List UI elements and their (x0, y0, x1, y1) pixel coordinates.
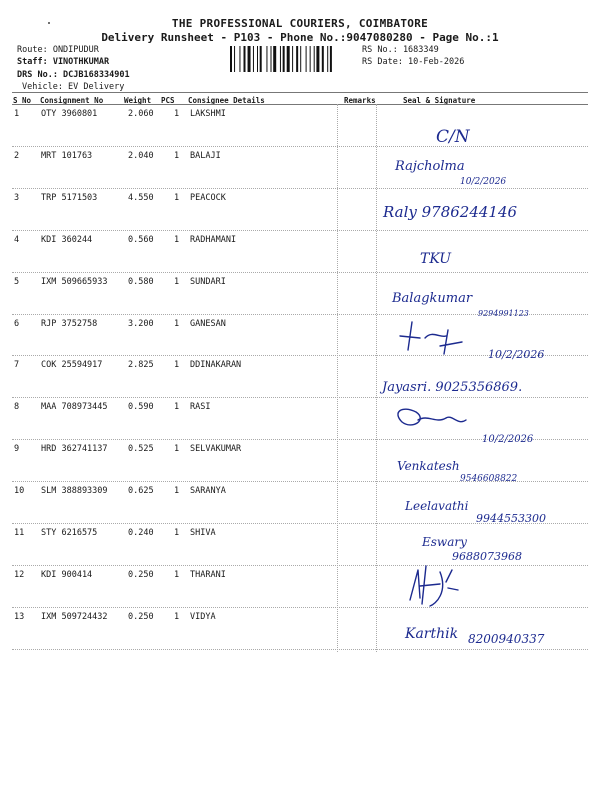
row-weight: 0.250 (128, 569, 154, 580)
row-sno: 11 (14, 528, 25, 538)
header-bottom-rule (12, 104, 588, 105)
row-pcs: 1 (174, 192, 180, 203)
row-consignment-no: KDI 360244 (41, 234, 93, 245)
row-consignment-no: HRD 362741137 (41, 444, 108, 455)
row-divider (12, 439, 588, 440)
col-pcs: PCS (161, 96, 175, 105)
row-sno: 13 (14, 611, 25, 622)
col-seal-signature: Seal & Signature (403, 96, 476, 105)
row-consignee: GANESAN (190, 318, 226, 329)
barcode-bar (257, 46, 258, 72)
row-divider (12, 188, 588, 189)
row-consignee: PEACOCK (190, 192, 226, 203)
barcode-bar (296, 46, 298, 72)
header-top-rule (12, 92, 588, 93)
barcode-bar (322, 46, 324, 72)
barcode-bar (280, 46, 281, 72)
row-divider (12, 355, 588, 356)
signature-row1: C/N (436, 127, 470, 147)
row-consignment-no: COK 25594917 (41, 360, 103, 371)
company-title: THE PROFESSIONAL COURIERS, COIMBATORE (171, 17, 429, 30)
row-divider (12, 649, 588, 650)
drs-number: DRS No.: DCJB168334901 (17, 70, 130, 80)
row-consignment-no: SLM 388893309 (41, 486, 108, 497)
row-consignment-no: STY 6216575 (41, 528, 98, 538)
signature-row9-phone: 9546608822 (460, 474, 518, 484)
row-consignee: RADHAMANI (190, 234, 237, 245)
row-pcs: 1 (174, 109, 180, 119)
barcode-bar (248, 46, 251, 72)
row-divider (12, 146, 588, 147)
signature-row2-date: 10/2/2026 (460, 177, 507, 187)
signature-row6-scribble (400, 322, 462, 354)
row-weight: 0.250 (128, 611, 154, 622)
row-pcs: 1 (174, 150, 180, 161)
barcode-bar (234, 46, 235, 72)
row-weight: 0.525 (128, 444, 154, 455)
signature-row13: Karthik (405, 626, 459, 642)
row-divider (12, 272, 588, 273)
row-consignee: SUNDARI (190, 276, 226, 287)
col-sno: S No (13, 96, 32, 105)
row-weight: 3.200 (128, 318, 154, 329)
row-pcs: 1 (174, 611, 180, 622)
row-pcs: 1 (174, 234, 180, 245)
row-divider (12, 607, 588, 608)
barcode-bar (239, 46, 240, 72)
row-consignee: RASI (190, 402, 211, 413)
row-consignment-no: OTY 3960801 (41, 109, 98, 119)
barcode-bar (306, 46, 307, 72)
row-sno: 6 (14, 318, 20, 329)
signature-row2: Rajcholma (395, 159, 465, 174)
row-sno: 8 (14, 402, 20, 413)
signature-row8-date: 10/2/2026 (482, 434, 534, 445)
barcode-bar (330, 46, 332, 72)
row-pcs: 1 (174, 486, 180, 497)
barcode-bar (287, 46, 290, 72)
barcode-bar (283, 46, 285, 72)
barcode-bar (316, 46, 319, 72)
barcode-bar (260, 46, 262, 72)
barcode-bar (230, 46, 232, 72)
barcode-image (230, 46, 358, 72)
barcode-bar (327, 46, 328, 72)
row-consignment-no: MRT 101763 (41, 150, 93, 161)
row-weight: 0.240 (128, 528, 154, 538)
row-consignment-no: TRP 5171503 (41, 192, 98, 203)
signature-row7: Jayasri. 9025356869. (382, 380, 523, 395)
row-sno: 12 (14, 569, 25, 580)
barcode-bar (244, 46, 246, 72)
barcode-bars (230, 46, 358, 72)
runsheet-subtitle: Delivery Runsheet - P103 - Phone No.:9047080280 - Page No.:1 (101, 31, 499, 44)
row-consignee: SELVAKUMAR (190, 444, 242, 455)
signature-row13-phone: 8200940337 (468, 632, 545, 646)
barcode-bar (271, 46, 272, 72)
row-weight: 2.060 (128, 109, 154, 119)
row-consignment-no: RJP 3752758 (41, 318, 98, 329)
row-pcs: 1 (174, 318, 180, 329)
col-remarks: Remarks (344, 96, 376, 105)
row-sno: 7 (14, 360, 20, 371)
row-consignee: THARANI (190, 569, 226, 580)
row-weight: 0.625 (128, 486, 154, 497)
remarks-divider (337, 104, 338, 652)
col-weight: Weight (124, 96, 152, 105)
row-divider (12, 314, 588, 315)
row-divider (12, 565, 588, 566)
row-divider (12, 397, 588, 398)
row-consignee: DDINAKARAN (190, 360, 242, 371)
barcode-bar (300, 46, 301, 72)
row-consignee: LAKSHMI (190, 109, 226, 119)
vehicle-label: Vehicle: EV Delivery (22, 82, 125, 92)
row-sno: 9 (14, 444, 20, 455)
row-divider (12, 230, 588, 231)
signature-row9: Venkatesh (397, 459, 460, 473)
signature-row12-scribble (410, 566, 458, 606)
signature-row10: Leelavathi (405, 499, 469, 513)
row-weight: 2.825 (128, 360, 154, 371)
row-consignment-no: MAA 708973445 (41, 402, 108, 413)
row-pcs: 1 (174, 444, 180, 455)
signature-row5-phone: 9294991123 (478, 309, 529, 318)
row-pcs: 1 (174, 528, 180, 538)
row-weight: 2.040 (128, 150, 154, 161)
row-consignee: BALAJI (190, 150, 221, 161)
barcode-bar (253, 46, 254, 72)
rs-date: RS Date: 10-Feb-2026 (362, 57, 465, 67)
col-consignment: Consignment No (40, 96, 104, 105)
row-pcs: 1 (174, 360, 180, 371)
signature-divider (376, 104, 377, 652)
row-weight: 0.580 (128, 276, 154, 287)
row-sno: 1 (14, 109, 20, 119)
row-consignee: VIDYA (190, 611, 216, 622)
signature-row4: TKU (420, 251, 452, 267)
row-consignee: SHIVA (190, 528, 216, 538)
signature-row8-scribble (398, 409, 466, 425)
col-consignee: Consignee Details (188, 96, 265, 105)
row-sno: 3 (14, 192, 20, 203)
row-divider (12, 523, 588, 524)
barcode-bar (310, 46, 311, 72)
row-weight: 4.550 (128, 192, 154, 203)
barcode-bar (266, 46, 267, 72)
row-weight: 0.560 (128, 234, 154, 245)
signature-row11: Eswary (422, 535, 467, 549)
route-label: Route: ONDIPUDUR (17, 45, 99, 55)
row-consignee: SARANYA (190, 486, 226, 497)
signature-row10-phone: 9944553300 (476, 512, 546, 525)
row-pcs: 1 (174, 402, 180, 413)
row-sno: 10 (14, 486, 25, 497)
signature-row11-phone: 9688073968 (452, 550, 522, 563)
row-sno: 5 (14, 276, 20, 287)
row-consignment-no: IXM 509724432 (41, 611, 108, 622)
row-sno: 4 (14, 234, 20, 245)
row-pcs: 1 (174, 276, 180, 287)
row-consignment-no: IXM 509665933 (41, 276, 108, 287)
barcode-bar (292, 46, 293, 72)
row-sno: 2 (14, 150, 20, 161)
staff-label: Staff: VINOTHKUMAR (17, 57, 110, 67)
signature-row6-date: 10/2/2026 (488, 348, 545, 361)
row-divider (12, 481, 588, 482)
signature-row5: Balagkumar (392, 291, 473, 306)
signature-row3: Raly 9786244146 (383, 203, 518, 221)
rs-number: RS No.: 1683349 (362, 45, 439, 55)
row-weight: 0.590 (128, 402, 154, 413)
row-consignment-no: KDI 900414 (41, 569, 93, 580)
row-pcs: 1 (174, 569, 180, 580)
barcode-bar (273, 46, 276, 72)
barcode-bar (314, 46, 315, 72)
